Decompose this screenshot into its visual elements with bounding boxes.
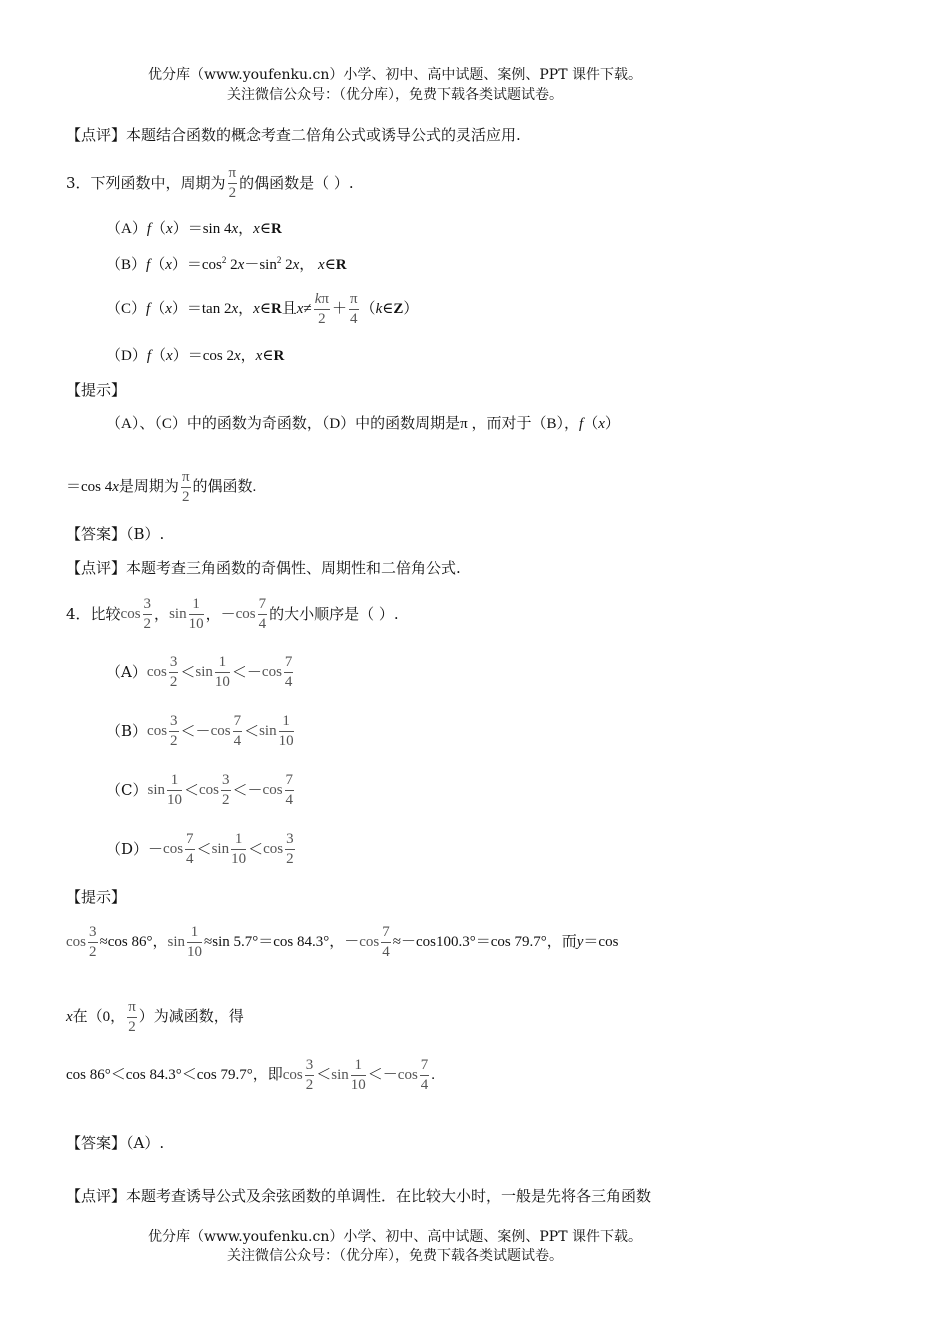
q4-option-d: （D） － cos $\frac{7}{4}$ ＜ sin $\frac{1}{10}$ ＜ cos $\frac{3}{2}$ — [106, 831, 294, 867]
q4-review: 【点评】本题考查诱导公式及余弦函数的单调性．在比较大小时，一般是先将各三角函数 — [66, 1187, 652, 1205]
q4-hint-line-3: cos 86°＜cos 84.3°＜cos 79.7°，即 cos $\frac{3}{2}$ ＜ sin $\frac{1}{10}$ ＜ － cos $\frac{7}{4}$ . — [66, 1057, 436, 1093]
header-line-1: 优分库（www.youfenku.cn）小学、初中、高中试题、案例、PPT 课件下载。 — [147, 67, 642, 83]
q3-answer: 【答案】（B）. — [66, 525, 165, 543]
q3-stem — [66, 166, 354, 202]
review-tag: 【点评】 — [66, 126, 127, 144]
review-text: 本题结合函数的概念考查二倍角公式或诱导公式的灵活应用. — [126, 126, 521, 144]
q4-option-c: （C） sin $\frac{1}{10}$ ＜ cos $\frac{3}{2}$ ＜ － cos $\frac{7}{4}$ — [106, 772, 294, 808]
frac-pi-over-2: $\frac{\pi}{2}$ — [181, 469, 190, 505]
q3-hint-line-2: ＝cos 4 x 是周期为 $\frac{\pi}{2}$ 的偶函数. — [66, 469, 257, 505]
q4-answer: 【答案】（A）. — [66, 1134, 165, 1152]
q3-option-d: （D）f（x）＝cos 2x，x∈R — [106, 348, 285, 364]
q4-hint-line-1: cos $\frac{3}{2}$ ≈cos 86°， sin $\frac{1}{10}$ ≈sin 5.7°＝cos 84.3°， － cos $\frac{7}{4}$ ≈－cos100.3°＝cos 79.7°，而 y ＝cos — [66, 924, 619, 960]
q4-hint-line-2: x 在（0， $\frac{\pi}{2}$ ）为减函数，得 — [66, 999, 244, 1035]
q4-option-b: （B） cos $\frac{3}{2}$ ＜ － cos $\frac{7}{4}$ ＜ sin $\frac{1}{10}$ — [106, 713, 294, 749]
q4-option-a: （A） cos $\frac{3}{2}$ ＜ sin $\frac{1}{10}$ ＜ － cos $\frac{7}{4}$ — [106, 654, 293, 690]
review-prev — [66, 128, 521, 143]
q3-hint-line-1: （A）、（C）中的函数为奇函数，（D）中的函数周期是π ，而对于（B），f（x） — [106, 416, 620, 432]
footer-line-2: 关注微信公众号：（优分库），免费下载各类试题试卷。 — [227, 1248, 563, 1264]
q3-review: 【点评】本题考查三角函数的奇偶性、周期性和二倍角公式. — [66, 559, 461, 577]
q4-stem: 4．比较 cos $\frac{3}{2}$ ， sin $\frac{1}{10}$ ， － cos $\frac{7}{4}$ 的大小顺序是（ ）. — [66, 596, 399, 632]
q3-hint-tag: 【提示】 — [66, 381, 127, 399]
q3-option-c: （C） f （ x ） ＝tan 2 x ， x ∈ R 且 x ≠ $\frac{k\pi}{2}$ ＋ $\frac{\pi}{4}$ （ k ∈ Z ） — [106, 291, 419, 327]
frac-pi-over-2: $\frac{\pi}{2}$ — [228, 165, 237, 201]
q4-hint-tag: 【提示】 — [66, 888, 127, 906]
footer-line-1: 优分库（www.youfenku.cn）小学、初中、高中试题、案例、PPT 课件下载。 — [147, 1229, 642, 1245]
header-line-2: 关注微信公众号：（优分库），免费下载各类试题试卷。 — [227, 87, 563, 103]
frac-pi-over-4: $\frac{\pi}{4}$ — [349, 291, 358, 327]
q3-stem-a: 3．下列函数中，周期为 — [66, 174, 226, 193]
q3-stem-b: 的偶函数是（ ）. — [239, 174, 354, 193]
frac-kpi-over-2: $\frac{k\pi}{2}$ — [314, 291, 329, 327]
q3-option-b: $(B)f(x)=\cos^2$ $2x-\sin^2$ 2x， x∈R — [106, 255, 347, 273]
q3-option-a: （A）f（x）＝sin 4x，x∈R — [106, 221, 282, 237]
